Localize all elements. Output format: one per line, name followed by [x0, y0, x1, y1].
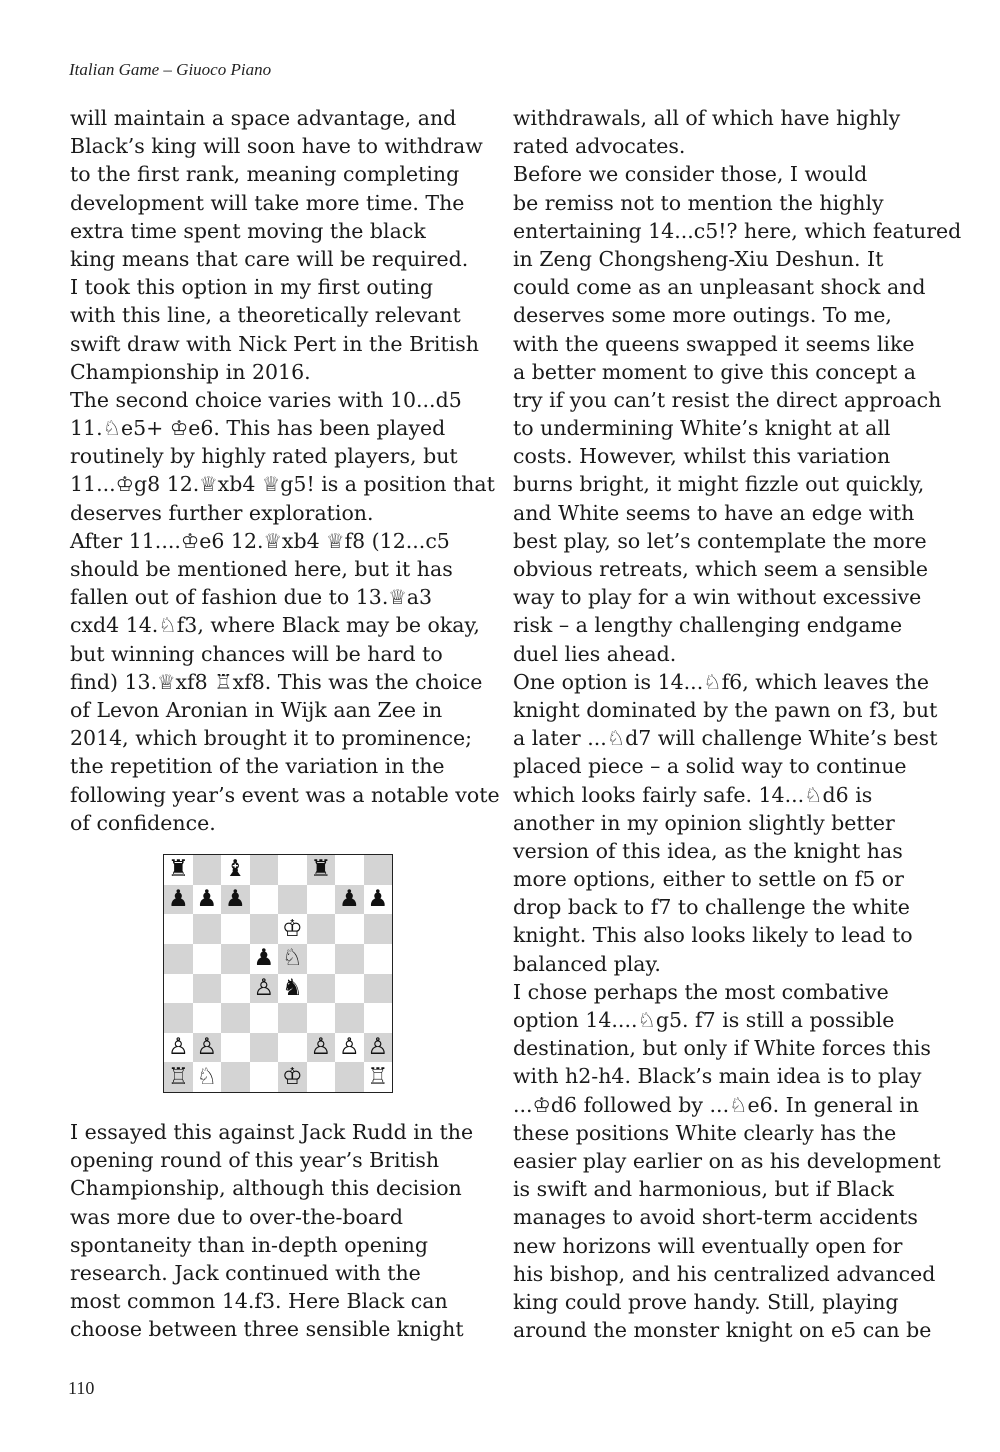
- text-line: development will take more time. The: [70, 190, 465, 215]
- page-number: 110: [68, 1378, 95, 1398]
- text-line: king could prove handy. Still, playing: [513, 1289, 899, 1314]
- text-line: Black’s king will soon have to withdraw: [70, 134, 483, 159]
- board-square: [307, 944, 336, 974]
- board-square: ♜: [307, 855, 336, 885]
- board-square: ♘: [278, 944, 307, 974]
- board-square: [250, 1062, 279, 1092]
- text-line: I took this option in my first outing: [70, 275, 434, 300]
- board-square: ♟: [335, 885, 364, 915]
- text-line: I chose perhaps the most combative: [513, 979, 889, 1004]
- text-line: to the first rank, meaning completing: [70, 162, 460, 187]
- text-line: with the queens swapped it seems like: [513, 331, 915, 356]
- text-line: drop back to f7 to challenge the white: [513, 895, 910, 920]
- text-line: find) 13.♕xf8 ♖xf8. This was the choice: [70, 669, 483, 694]
- text-line: placed piece – a solid way to continue: [513, 754, 907, 779]
- board-square: ♝: [221, 855, 250, 885]
- board-square: [307, 1062, 336, 1092]
- text-line: should be mentioned here, but it has: [70, 557, 453, 581]
- board-square: [278, 1033, 307, 1063]
- board-square: [335, 914, 364, 944]
- text-line: I essayed this against Jack Rudd in the: [70, 1120, 474, 1144]
- board-square: [193, 914, 222, 944]
- text-line: swift draw with Nick Pert in the British: [70, 331, 480, 356]
- text-line: knight. This also looks likely to lead to: [513, 923, 913, 948]
- board-square: [250, 914, 279, 944]
- text-line: fallen out of fashion due to 13.♕a3: [70, 585, 432, 610]
- text-line: new horizons will eventually open for: [513, 1233, 903, 1258]
- text-line: try if you can’t resist the direct approach: [513, 387, 942, 412]
- board-square: [164, 974, 193, 1004]
- left-column-top: [70, 104, 500, 837]
- board-square: ♟: [221, 885, 250, 915]
- text-line: 11.♘e5+ ♔e6. This has been played: [70, 416, 446, 441]
- board-square: [250, 885, 279, 915]
- board-square: [193, 1003, 222, 1033]
- text-line: most common 14.f3. Here Black can: [70, 1289, 448, 1314]
- text-line: these positions White clearly has the: [513, 1120, 897, 1145]
- board-square: [307, 1003, 336, 1033]
- text-line: manages to avoid short-term accidents: [513, 1205, 918, 1230]
- board-square: [221, 974, 250, 1004]
- text-line: 11...♔g8 12.♕xb4 ♕g5! is a position that: [70, 472, 495, 497]
- text-line: 2014, which brought it to prominence;: [70, 726, 472, 751]
- board-square: [335, 855, 364, 885]
- board-square: ♙: [193, 1033, 222, 1063]
- board-square: [307, 914, 336, 944]
- text-line: routinely by highly rated players, but: [70, 444, 458, 469]
- board-square: [335, 1062, 364, 1092]
- board-square: [278, 1003, 307, 1033]
- paragraph-block: [70, 104, 500, 837]
- text-line: in Zeng Chongsheng-Xiu Deshun. It: [513, 246, 884, 271]
- board-square: [335, 1003, 364, 1033]
- text-line: but winning chances will be hard to: [70, 641, 443, 666]
- text-line: opening round of this year’s British: [70, 1148, 440, 1173]
- text-line: version of this idea, as the knight has: [513, 838, 903, 863]
- text-line: research. Jack continued with the: [70, 1260, 421, 1285]
- text-line: another in my opinion slightly better: [513, 810, 895, 835]
- text-line: king means that care will be required.: [70, 246, 469, 271]
- board-square: [193, 855, 222, 885]
- board-square: [164, 914, 193, 944]
- board-square: [193, 974, 222, 1004]
- board-square: ♙: [335, 1033, 364, 1063]
- text-line: Before we consider those, I would: [513, 162, 868, 187]
- text-line: of Levon Aronian in Wijk aan Zee in: [70, 697, 443, 722]
- board-square: [221, 1033, 250, 1063]
- left-column-bottom: [70, 1118, 486, 1344]
- board-square: [164, 1003, 193, 1033]
- board-square: [221, 1003, 250, 1033]
- text-line: easier play earlier on as his development: [513, 1148, 941, 1173]
- text-line: One option is 14...♘f6, which leaves the: [513, 669, 929, 694]
- board-square: [221, 914, 250, 944]
- text-line: following year’s event was a notable vote: [70, 782, 500, 807]
- text-line: Championship in 2016.: [70, 359, 311, 384]
- board-square: ♙: [364, 1033, 393, 1063]
- chess-board: [163, 854, 393, 1093]
- text-line: with h2-h4. Black’s main idea is to play: [513, 1064, 922, 1089]
- board-square: [221, 1062, 250, 1092]
- board-square: [250, 1003, 279, 1033]
- text-line: was more due to over-the-board: [70, 1204, 403, 1229]
- text-line: to undermining White’s knight at all: [513, 416, 891, 441]
- board-square: ♔: [278, 1062, 307, 1092]
- text-line: with this line, a theoretically relevant: [70, 303, 461, 328]
- board-square: [364, 1003, 393, 1033]
- text-line: burns bright, it might fizzle out quickly,: [513, 472, 925, 497]
- text-line: ...♔d6 followed by ...♘e6. In general in: [513, 1092, 919, 1117]
- board-square: ♖: [164, 1062, 193, 1092]
- board-square: [364, 944, 393, 974]
- text-line: best play, so let’s contemplate the more: [513, 528, 927, 553]
- paragraph-block: [70, 1118, 486, 1344]
- right-column: [513, 104, 962, 1344]
- text-line: deserves further exploration.: [70, 500, 374, 525]
- board-square: ♙: [307, 1033, 336, 1063]
- text-line: spontaneity than in-depth opening: [70, 1232, 428, 1257]
- text-line: entertaining 14...c5!? here, which featured: [513, 218, 962, 243]
- text-line: around the monster knight on e5 can be: [513, 1318, 932, 1343]
- text-line: extra time spent moving the black: [70, 218, 426, 243]
- text-line: duel lies ahead.: [513, 641, 677, 666]
- text-line: Championship, although this decision: [70, 1176, 462, 1201]
- board-square: ♞: [278, 974, 307, 1004]
- text-line: a later ...♘d7 will challenge White’s best: [513, 726, 938, 751]
- paragraph-block: [513, 104, 962, 1344]
- text-line: his bishop, and his centralized advanced: [513, 1261, 936, 1286]
- text-line: is swift and harmonious, but if Black: [513, 1177, 894, 1202]
- board-square: [164, 944, 193, 974]
- board-square: ♙: [250, 974, 279, 1004]
- text-line: a better moment to give this concept a: [513, 359, 917, 384]
- text-line: withdrawals, all of which have highly: [513, 106, 901, 130]
- text-line: will maintain a space advantage, and: [70, 106, 457, 130]
- board-square: ♟: [164, 885, 193, 915]
- text-line: the repetition of the variation in the: [70, 754, 445, 779]
- text-line: balanced play.: [513, 951, 661, 976]
- text-line: obvious retreats, which seem a sensible: [513, 557, 929, 581]
- text-line: be remiss not to mention the highly: [513, 190, 884, 215]
- board-square: [250, 1033, 279, 1063]
- running-head: Italian Game – Giuoco Piano: [69, 60, 272, 79]
- board-square: ♖: [364, 1062, 393, 1092]
- board-square: [278, 885, 307, 915]
- text-line: destination, but only if White forces this: [513, 1036, 931, 1061]
- board-square: [193, 944, 222, 974]
- text-line: After 11....♔e6 12.♕xb4 ♕f8 (12...c5: [70, 528, 450, 553]
- text-line: deserves some more outings. To me,: [513, 303, 892, 328]
- board-square: [364, 914, 393, 944]
- board-square: [221, 944, 250, 974]
- board-square: [250, 855, 279, 885]
- text-line: costs. However, whilst this variation: [513, 444, 891, 469]
- text-line: more options, either to settle on f5 or: [513, 867, 904, 892]
- board-square: [364, 974, 393, 1004]
- chess-diagram: [163, 854, 395, 1094]
- text-line: which looks fairly safe. 14...♘d6 is: [513, 782, 873, 807]
- board-square: [278, 855, 307, 885]
- board-square: ♘: [193, 1062, 222, 1092]
- board-square: ♜: [164, 855, 193, 885]
- board-square: ♔: [278, 914, 307, 944]
- text-line: knight dominated by the pawn on f3, but: [513, 697, 938, 722]
- text-line: way to play for a win without excessive: [513, 585, 922, 610]
- text-line: option 14....♘g5. f7 is still a possible: [513, 1008, 895, 1032]
- board-square: [335, 974, 364, 1004]
- board-square: [335, 944, 364, 974]
- board-square: ♟: [193, 885, 222, 915]
- text-line: of confidence.: [70, 810, 216, 835]
- text-line: risk – a lengthy challenging endgame: [513, 613, 903, 638]
- board-square: [307, 885, 336, 915]
- board-square: [307, 974, 336, 1004]
- board-square: ♙: [164, 1033, 193, 1063]
- board-square: ♟: [364, 885, 393, 915]
- board-square: [364, 855, 393, 885]
- text-line: The second choice varies with 10...d5: [70, 387, 462, 412]
- text-line: could come as an unpleasant shock and: [513, 275, 926, 300]
- board-square: ♟: [250, 944, 279, 974]
- text-line: cxd4 14.♘f3, where Black may be okay,: [70, 613, 480, 638]
- text-line: choose between three sensible knight: [70, 1317, 464, 1342]
- text-line: rated advocates.: [513, 134, 686, 159]
- text-line: and White seems to have an edge with: [513, 500, 915, 525]
